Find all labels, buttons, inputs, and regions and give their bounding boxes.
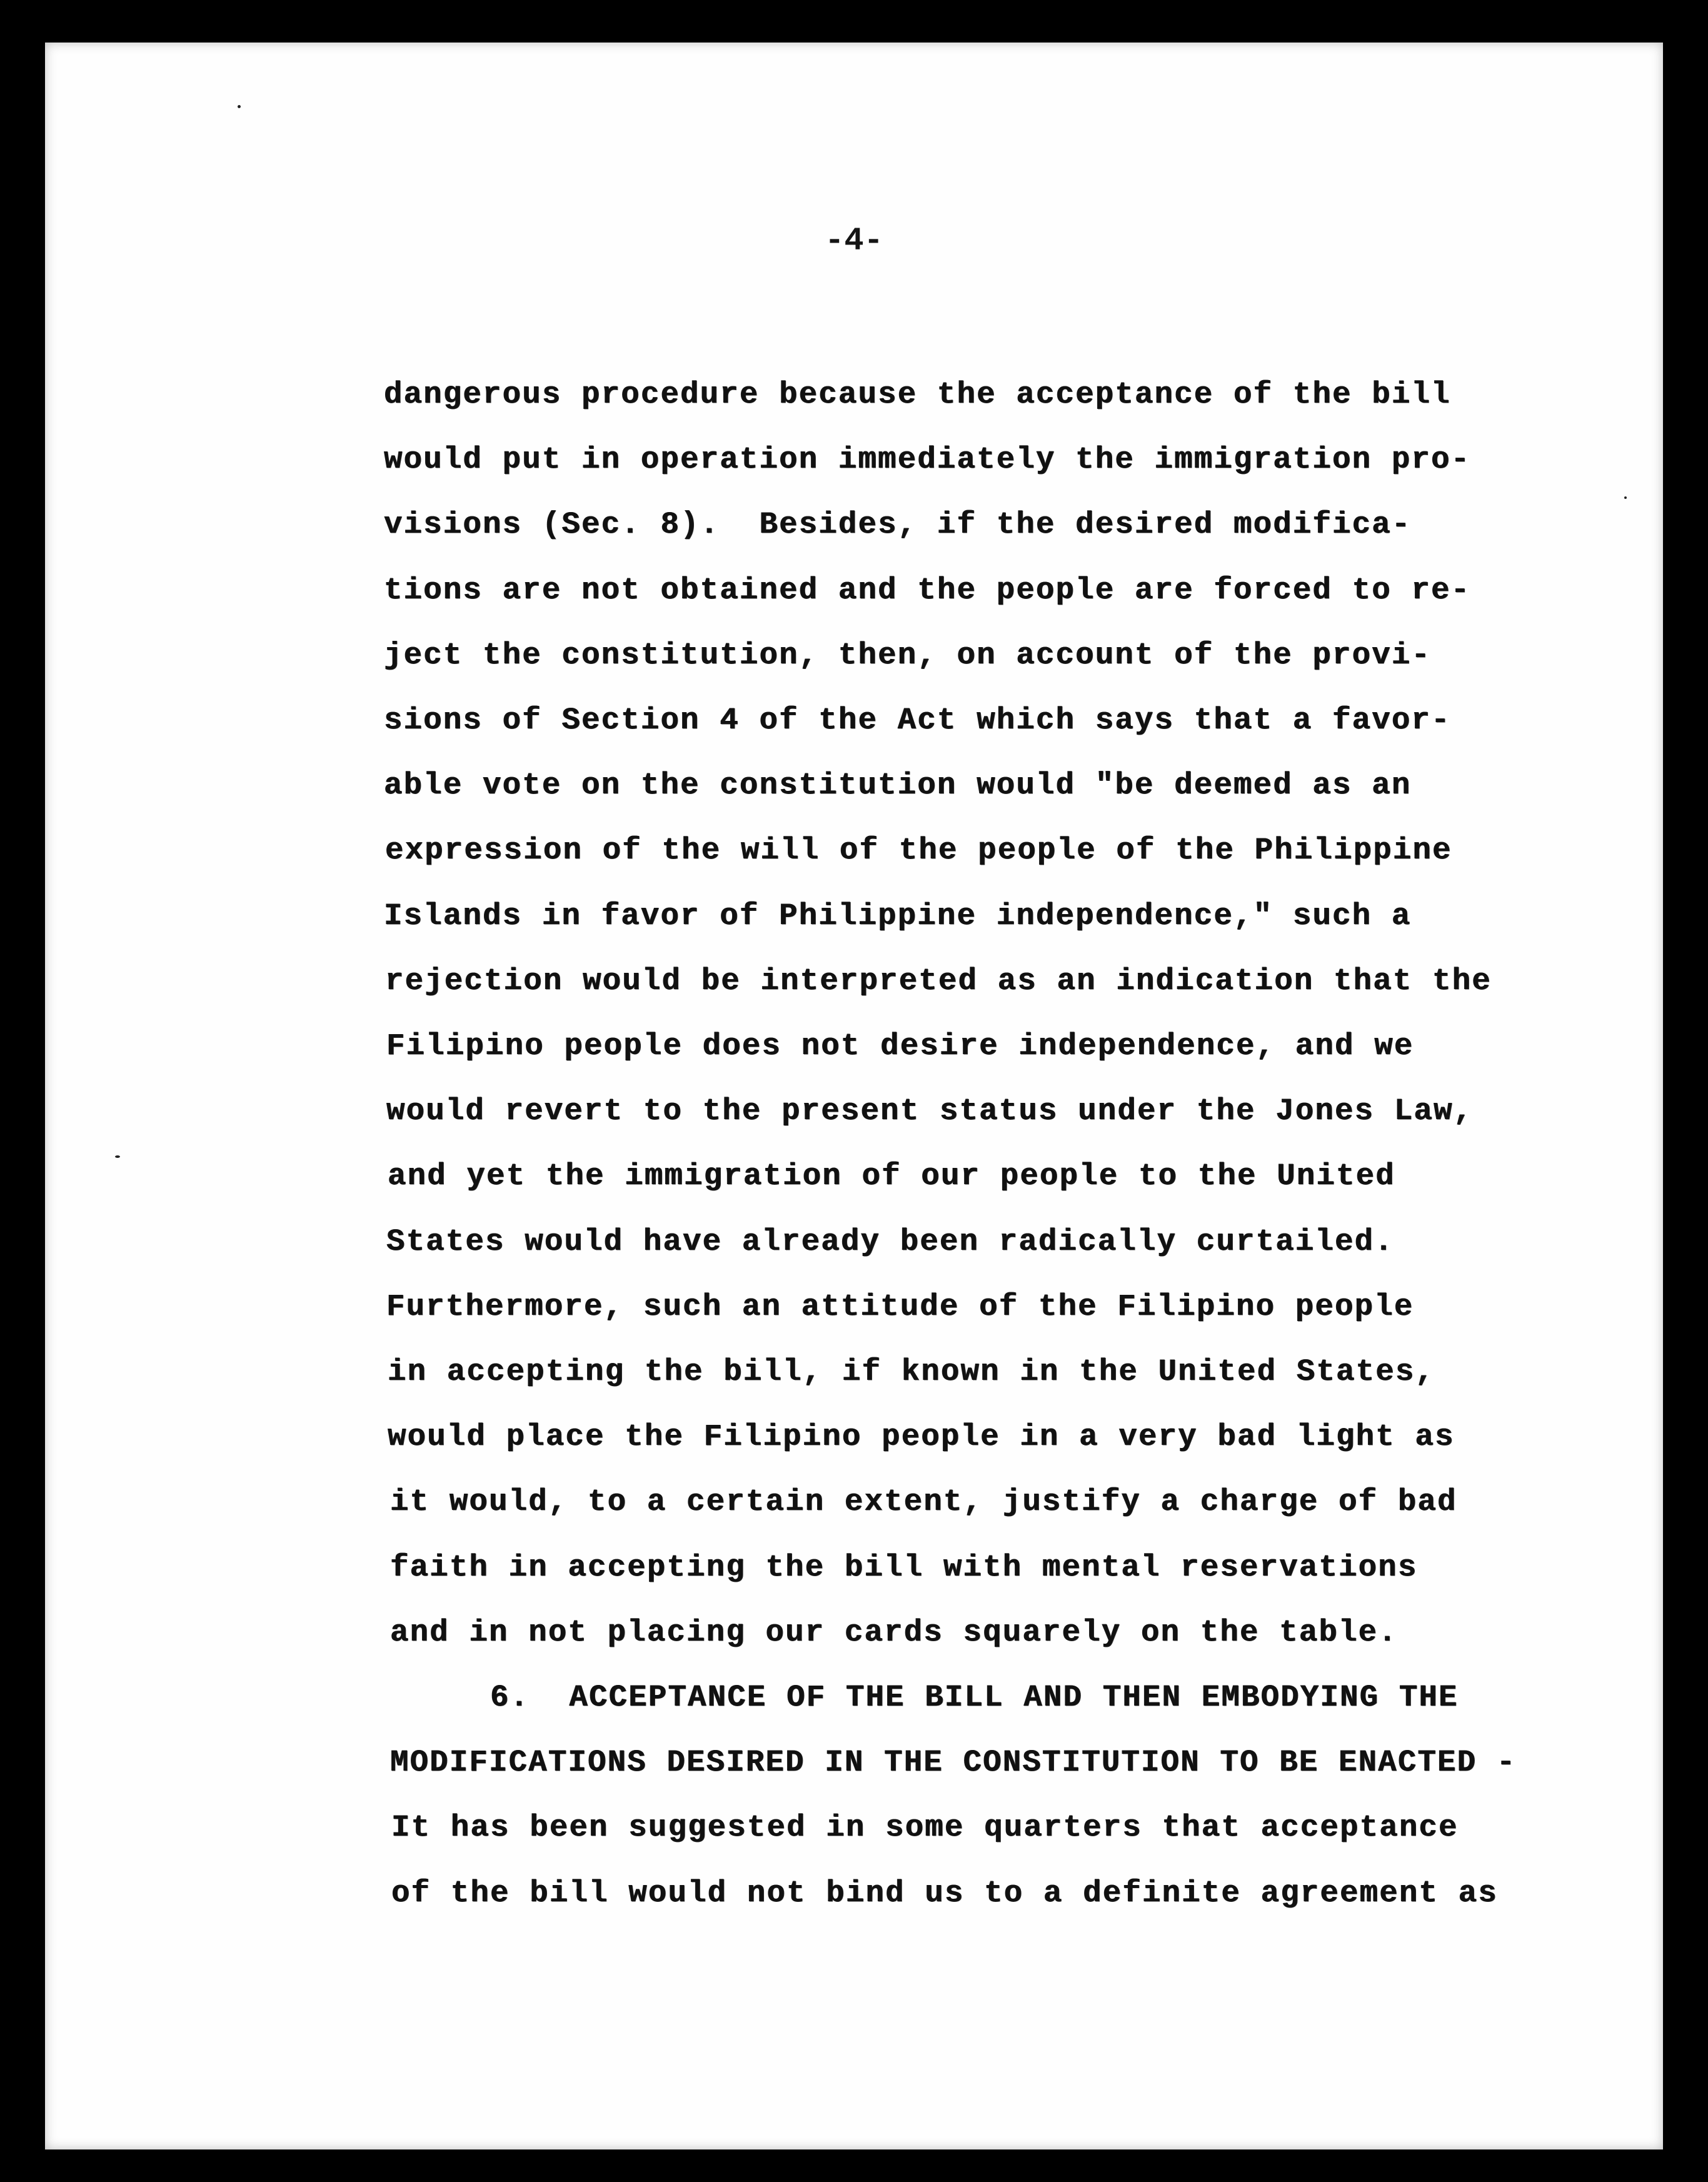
text-line: would revert to the present status under the Jones Law, xyxy=(386,1094,1474,1129)
text-line: would place the Filipino people in a very bad light as xyxy=(388,1419,1455,1454)
text-line: Filipino people does not desire independence, and we xyxy=(386,1028,1414,1063)
text-line: of the bill would not bind us to a definite agreement as xyxy=(391,1876,1498,1911)
text-line: and yet the immigration of our people to the United xyxy=(388,1159,1395,1194)
text-line: dangerous procedure because the acceptance of the bill xyxy=(384,377,1451,412)
text-line: sions of Section 4 of the Act which says that a favor- xyxy=(384,703,1451,738)
text-line: ject the constitution, then, on account of the provi- xyxy=(384,638,1432,673)
ink-speck xyxy=(238,105,241,108)
text-line: rejection would be interpreted as an indication that the xyxy=(385,963,1492,998)
ink-speck xyxy=(1624,496,1627,499)
text-line: able vote on the constitution would "be deemed as an xyxy=(384,768,1412,803)
text-line: Islands in favor of Philippine independence," such a xyxy=(384,898,1412,933)
ink-speck xyxy=(115,1155,120,1158)
text-line: expression of the will of the people of the Philippine xyxy=(385,833,1452,868)
text-line: would put in operation immediately the immigration pro- xyxy=(384,442,1471,477)
text-line: It has been suggested in some quarters that acceptance xyxy=(391,1810,1459,1845)
text-line: faith in accepting the bill with mental reservations xyxy=(390,1550,1418,1585)
text-line: tions are not obtained and the people are forced to re- xyxy=(384,573,1471,608)
text-line: MODIFICATIONS DESIRED IN THE CONSTITUTION TO BE ENACTED - xyxy=(390,1745,1517,1780)
text-line: and in not placing our cards squarely on the table. xyxy=(390,1615,1398,1650)
document-page xyxy=(45,43,1663,2149)
page-number: -4- xyxy=(825,223,883,259)
text-line: Furthermore, such an attitude of the Filipino people xyxy=(386,1289,1414,1324)
text-line: it would, to a certain extent, justify a charge of bad xyxy=(390,1484,1457,1519)
text-line: in accepting the bill, if known in the United States, xyxy=(388,1354,1435,1389)
text-line: States would have already been radically curtailed. xyxy=(386,1224,1394,1259)
text-line: 6. ACCEPTANCE OF THE BILL AND THEN EMBODYING THE xyxy=(391,1680,1459,1715)
text-line: visions (Sec. 8). Besides, if the desired modifica- xyxy=(384,507,1412,542)
